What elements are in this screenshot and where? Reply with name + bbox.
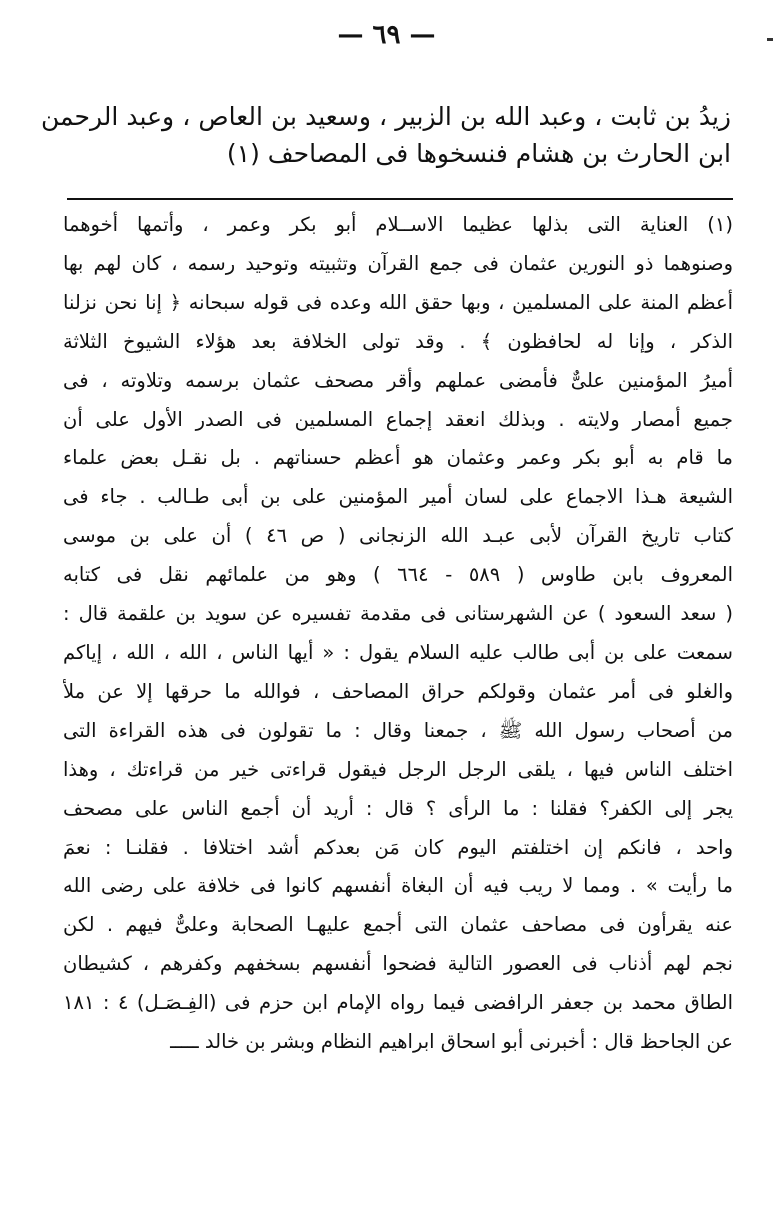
page-number: — ٦٩ — [337,20,436,50]
footnote-separator [67,198,733,200]
footnote-line: ما رأيت » . ومما لا ريب فيه أن البغاة أنفسهم كانوا فى خلافة على رضى الله [63,874,733,898]
footnote-line: يجر إلى الكفر؟ فقلنا : ما الرأى ؟ قال : أريد أن أجمع الناس على مصحف [63,796,733,820]
footnote-line: (١) العناية التى بذلها عظيما الاســلام أبو بكر وعمر ، وأتمها أخوهما [63,213,733,236]
footnote-line: الشيعة هـذا الاجماع على لسان أمير المؤمنين على بن أبى طـالب . جاء فى [63,485,733,509]
footnote-line: أميرُ المؤمنين علىٌّ فأمضى عملهم وأقر مصحف عثمان برسمه وتلاوته ، فى [63,368,733,392]
footnote-line: وصنوهما ذو النورين عثمان فى جمع القرآن وتثبيته وتوحيد رسمه ، كان لهم بها [63,251,733,275]
main-text [41,98,731,172]
footnote-line: ( سعد السعود ) عن الشهرستانى فى مقدمة تفسيره عن سويد بن علقمة قال : [63,602,733,626]
main-text-line: ابن الحارث بن هشام فنسخوها فى المصاحف (١) [226,139,731,168]
footnote-line: اختلف الناس فيها ، يلقى الرجل الرجل فيقول قراءتى خير من قراءتك ، وهذا [63,757,733,781]
footnote-line: من أصحاب رسول الله ﷺ ، جمعنا وقال : ما تقولون فى هذه القراءة التى [63,718,733,742]
footnote-line: عن الجاحظ قال : أخبرنى أبو اسحاق ابراهيم النظام وبشر بن خالد ـــــ [170,1030,733,1054]
footnote-line: الطاق محمد بن جعفر الرافضى فيما رواه الإمام ابن حزم فى (الفِـصَـل) ٤ : ١٨١ [63,991,733,1015]
main-text-line: زيدُ بن ثابت ، وعبد الله بن الزبير ، وسعيد بن العاص ، وعبد الرحمن [41,102,731,131]
footnote-line: واحد ، فانكم إن اختلفتم اليوم كان مَن بعدكم أشد اختلافا . فقلنـا : نعمَ [63,835,733,859]
footnote-line: نجم لهم أذناب فى العصور التالية فضحوا أنفسهم بسخفهم وكفرهم ، كشيطان [63,952,733,976]
footnote-line: الذكر ، وإنا له لحافظون ﴾ . وقد تولى الخلافة بعد هؤلاء الشيوخ الثلاثة [63,329,733,353]
footnote-line: المعروف بابن طاوس ( ٥٨٩ - ٦٦٤ ) وهو من علمائهم نقل فى كتابه [63,563,733,587]
footnote-line: ما قام به أبو بكر وعمر وعثمان هو أعظم حسناتهم . بل نقـل بعض علماء [63,446,733,470]
edge-mark [767,38,773,41]
footnote-line: كتاب تاريخ القرآن لأبى عبـد الله الزنجانى ( ص ٤٦ ) أن على بن موسى [63,524,733,548]
footnote-line: سمعت على بن أبى طالب عليه السلام يقول : « أيها الناس ، الله ، الله ، إياكم [63,640,733,664]
footnote [63,206,733,1062]
footnote-line: أعظم المنة على المسلمين ، وبها حقق الله وعده فى قوله سبحانه ﴿ إنا نحن نزلنا [63,290,733,314]
footnote-line: والغلو فى أمر عثمان وقولكم حراق المصاحف ، فوالله ما حرقها إلا عن ملأ [63,679,733,703]
footnote-line: عنه يقرأون فى مصاحف عثمان التى أجمع عليهـا الصحابة وعلىٌّ فيهم . لكن [63,913,733,937]
footnote-line: جميع أمصار ولايته . وبذلك انعقد إجماع المسلمين فى الصدر الأول على أن [63,407,733,431]
